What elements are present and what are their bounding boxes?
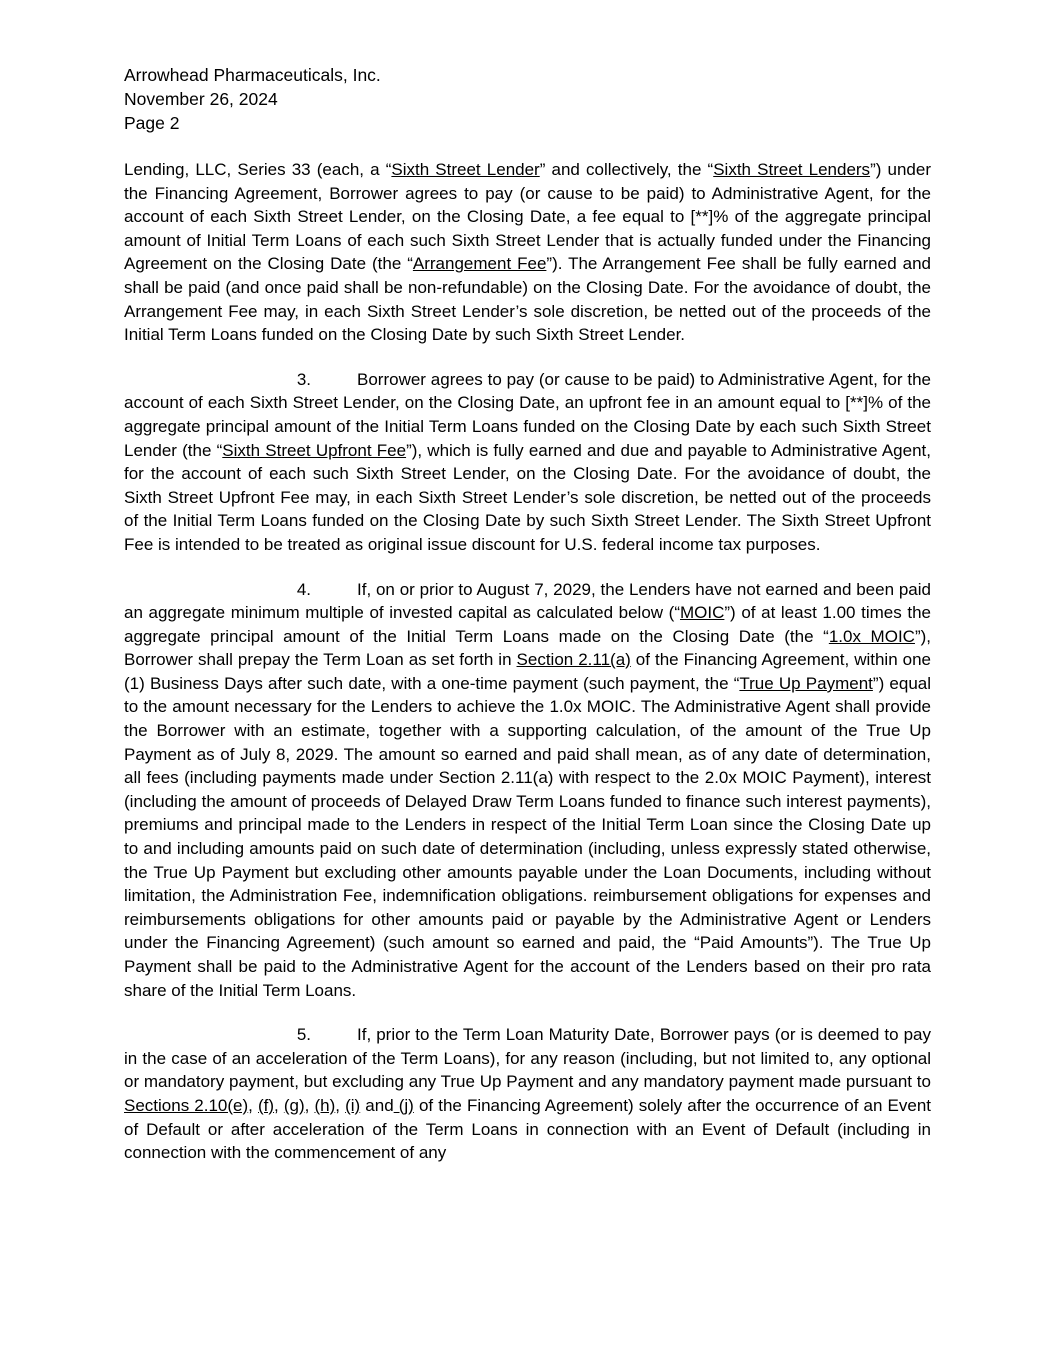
page-number: Page 2 bbox=[124, 113, 180, 133]
paragraph-5 bbox=[124, 1023, 931, 1165]
defined-term: 1.0x MOIC bbox=[828, 626, 915, 646]
section-reference: Sections 2.10(e) bbox=[124, 1095, 249, 1115]
text-segment: ”) under the Financing Agreement, Borrower agrees to pay (or cause to be paid) to Administrative Agent, for the account of each Sixth Street Lender, on the Closing Date, a fee equal to [**]% of the aggregate principal amount of Initial Term Loans of each such Sixth Street Lender that is actually funded under the Financing Agreement on the Closing Date (the “ bbox=[124, 160, 931, 274]
letter-date: November 26, 2024 bbox=[124, 89, 278, 109]
defined-term: MOIC bbox=[680, 603, 725, 623]
text-segment: , bbox=[335, 1095, 346, 1115]
text-segment: If, on or prior to August 7, 2029, the Lenders have not earned and been paid an aggregate minimum multiple of invested capital as calculated below (“ bbox=[124, 579, 931, 623]
text-segment: , bbox=[248, 1095, 258, 1115]
defined-term: Sixth Street Lenders bbox=[713, 160, 871, 179]
text-segment: , bbox=[274, 1095, 284, 1115]
paragraph-3 bbox=[124, 368, 931, 557]
paragraph-continued bbox=[124, 158, 931, 347]
text-segment: ”). The Arrangement Fee shall be fully earned and shall be paid (and once paid shall be non-refundable) on the Closing Date. For the avoidance of doubt, the Arrangement Fee may, in each Sixth Street Lender’s sole discretion, be netted out of the proceeds of the Initial Term Loans funded on the Closing Date by such Sixth Street Lender. bbox=[124, 254, 931, 345]
defined-term: Sixth Street Upfront Fee bbox=[222, 440, 407, 460]
paragraph-number: 5. bbox=[296, 1025, 311, 1045]
section-reference: Section 2.11(a) bbox=[516, 650, 631, 670]
text-segment: ”), which is fully earned and due and payable to Administrative Agent, for the account of each such Sixth Street Lender, on the Closing Date. For the avoidance of doubt, the Sixth Street Upfront Fee may, in each Sixth Street Lender’s sole discretion, be netted out of the proceeds of the Initial Term Loans funded on the Closing Date by such Sixth Street Lender. The Sixth Street Upfront Fee is intended to be treated as original issue discount for U.S. federal income tax purposes. bbox=[124, 440, 931, 554]
text-segment: of the Financing Agreement, within one (1) Business Days after such date, with a one-time payment (such payment, the “ bbox=[124, 650, 932, 693]
defined-term: Sixth Street Lender bbox=[391, 160, 540, 179]
section-reference: (i) bbox=[345, 1095, 361, 1115]
paragraph-number: 4. bbox=[296, 579, 311, 599]
section-reference: (g), bbox=[283, 1095, 310, 1115]
text-segment: ”) equal to the amount necessary for the Lenders to achieve the 1.0x MOIC. The Administrative Agent shall provide the Borrower with an estimate, together with a supporting calculation, of the amount of the True Up Payment as of July 8, 2029. The amount so earned and paid shall mean, as of any date of determination, all fees (including payments made under Section 2.11(a) with respect to the 2.0x MOIC Payment), interest (including the amount of proceeds of Delayed Draw Term Loans funded to finance such interest payments), premiums and principal made to the Lenders in respect of the Initial Term Loan since the Closing Date up to and including amounts paid on such date of determination (including, unless expressly stated otherwise, the True Up Payment but excluding other amounts payable under the Loan Documents, including without limitation, the Administration Fee, indemnification obligations. reimbursement obligations for expenses and reimbursements obligations for other amounts paid or payable by the Administrative Agent or Lenders under the Financing Agreement) (such amount so earned and paid, the “Paid Amounts”). The True Up Payment shall be paid to the Administrative Agent for the account of the Lenders based on their pro rata share of the Initial Term Loans. bbox=[124, 673, 932, 1000]
text-segment: ”), Borrower shall prepay the Term Loan as set forth in bbox=[124, 626, 931, 670]
paragraph-4 bbox=[124, 578, 931, 1003]
text-segment: ”) of at least 1.00 times the aggregate principal amount of the Initial Term Loans made on the Closing Date (the “ bbox=[124, 603, 931, 646]
text-segment: ” and collectively, the “ bbox=[539, 160, 714, 179]
company-name: Arrowhead Pharmaceuticals, Inc. bbox=[124, 65, 381, 85]
text-segment: Borrower agrees to pay (or cause to be paid) to Administrative Agent, for the account of each Sixth Street Lender, on the Closing Date, an upfront fee in an amount equal to [**]% of the aggregate principal amount of the Initial Term Loans funded on the Closing Date by each such Sixth Street Lender (the “ bbox=[124, 369, 931, 460]
text-segment: of the Financing Agreement) solely after the occurrence of an Event of Default or after acceleration of the Term Loans in connection with an Event of Default (including in connection with the commencement of any bbox=[124, 1095, 932, 1163]
document-body bbox=[124, 158, 931, 1186]
defined-term: True Up Payment bbox=[739, 673, 873, 693]
text-segment: Lending, LLC, Series 33 (each, a “ bbox=[124, 160, 392, 179]
text-segment: If, prior to the Term Loan Maturity Date, Borrower pays (or is deemed to pay in the case of an acceleration of the Term Loans), for any reason (including, but not limited to, any optional or mandatory payment, but excluding any True Up Payment and any mandatory payment made pursuant to bbox=[124, 1025, 931, 1092]
section-reference: (j) bbox=[393, 1095, 414, 1115]
section-reference: (h) bbox=[314, 1095, 336, 1115]
letter-header bbox=[124, 63, 381, 135]
paragraph-number: 3. bbox=[296, 369, 311, 389]
defined-term: Arrangement Fee bbox=[412, 254, 547, 274]
text-segment: and bbox=[360, 1095, 394, 1115]
section-reference: (f) bbox=[258, 1095, 275, 1115]
